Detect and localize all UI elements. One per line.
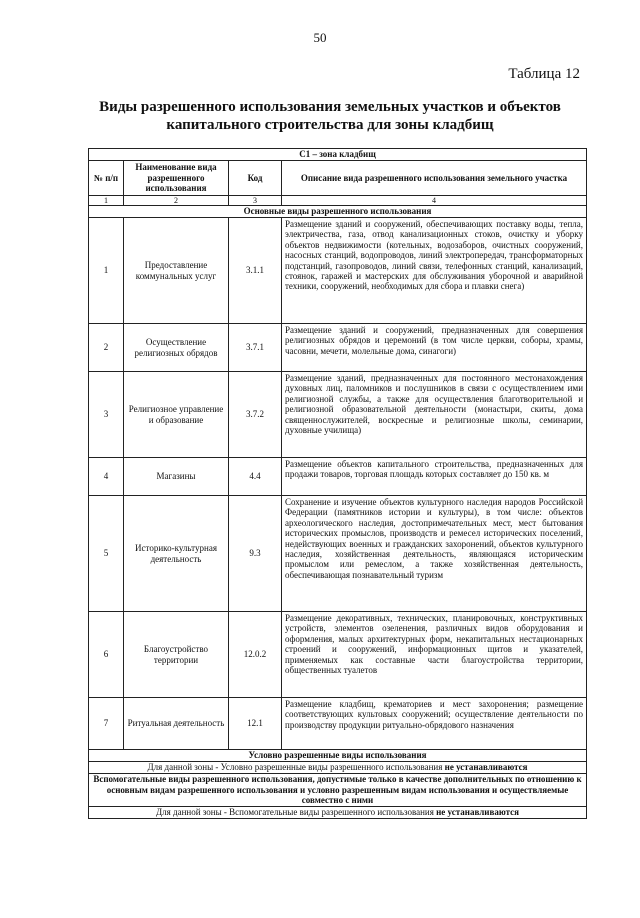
auxiliary-section-header: Вспомогательные виды разрешенного использования, допустимые только в качестве дополнительных по отношению к основным видам разрешенного использования и условно разрешенным видам использования и осуществляемые совместно с ними <box>89 774 587 807</box>
conditional-note-emphasis: не устанавливаются <box>444 762 528 773</box>
row-number: 6 <box>89 612 124 698</box>
row-name: Историко-культурная деятельность <box>124 496 229 612</box>
row-name: Благоустройство территории <box>124 612 229 698</box>
column-number: 3 <box>229 196 282 206</box>
row-number: 7 <box>89 698 124 750</box>
table-row <box>89 612 587 698</box>
zone-header: С1 – зона кладбищ <box>89 149 587 161</box>
table-label: Таблица 12 <box>508 66 580 82</box>
auxiliary-note <box>89 807 587 819</box>
row-description: Размещение кладбищ, крематориев и мест захоронения; размещение соответствующих культовых сооружений; осуществление деятельности по производству продукции ритуально-обрядового назначения <box>282 698 587 750</box>
row-description: Размещение зданий, предназначенных для постоянного местонахождения духовных лиц, паломников и послушников в связи с осуществлением ими религиозной службы, а также для осуществления благотворительной и религиозной образовательной деятельности (монастыри, скиты, дома священнослужителей, воскресные и религиозные школы, семинарии, духовные училища) <box>282 372 587 458</box>
row-description: Размещение зданий и сооружений, предназначенных для совершения религиозных обрядов и церемоний (в том числе церкви, соборы, храмы, часовни, мечети, молельные дома, синагоги) <box>282 324 587 372</box>
column-header-number: № п/п <box>89 161 124 196</box>
row-name: Предоставление коммунальных услуг <box>124 218 229 324</box>
row-code: 4.4 <box>229 458 282 496</box>
land-use-table <box>88 148 587 819</box>
table-row <box>89 698 587 750</box>
column-header-row <box>89 161 587 196</box>
document-title: Виды разрешенного использования земельных участков и объектов капитального строительства для зоны кладбищ <box>99 99 561 133</box>
table-row <box>89 324 587 372</box>
table-row <box>89 372 587 458</box>
row-number: 4 <box>89 458 124 496</box>
auxiliary-note-text: Для данной зоны - Вспомогательные виды разрешенного использования <box>156 807 437 818</box>
row-code: 9.3 <box>229 496 282 612</box>
column-number-row <box>89 196 587 206</box>
row-number: 3 <box>89 372 124 458</box>
conditional-section-header: Условно разрешенные виды использования <box>89 750 587 762</box>
row-description: Размещение декоративных, технических, планировочных, конструктивных устройств, элементов озеленения, различных видов оборудования и оформления, малых архитектурных форм, некапитальных нестационарных строений и сооружений, информационных щитов и указателей, применяемых как составные части благоустройства территории, общественных туалетов <box>282 612 587 698</box>
column-number: 2 <box>124 196 229 206</box>
row-code: 3.7.1 <box>229 324 282 372</box>
row-name: Магазины <box>124 458 229 496</box>
row-code: 12.1 <box>229 698 282 750</box>
row-number: 2 <box>89 324 124 372</box>
row-description: Размещение объектов капитального строительства, предназначенных для продажи товаров, торговая площадь которых составляет до 150 кв. м <box>282 458 587 496</box>
row-code: 3.1.1 <box>229 218 282 324</box>
row-code: 12.0.2 <box>229 612 282 698</box>
column-header-description: Описание вида разрешенного использования земельного участка <box>282 161 587 196</box>
table-row <box>89 218 587 324</box>
row-number: 1 <box>89 218 124 324</box>
column-number: 1 <box>89 196 124 206</box>
column-number: 4 <box>282 196 587 206</box>
row-name: Осуществление религиозных обрядов <box>124 324 229 372</box>
auxiliary-note-emphasis: не устанавливаются <box>436 807 519 818</box>
row-description: Сохранение и изучение объектов культурного наследия народов Российской Федерации (памятников истории и культуры), в том числе: объектов археологического наследия, достопримечательных мест, мест бытования исторических промыслов, производств и ремесел исторических поселений, недействующих военных и гражданских захоронений, объектов культурного наследия, хозяйственная деятельность, являющаяся историческим промыслом или ремеслом, а также хозяйственная деятельность, обеспечивающая познавательный туризм <box>282 496 587 612</box>
row-name: Религиозное управление и образование <box>124 372 229 458</box>
column-header-code: Код <box>229 161 282 196</box>
table-row <box>89 458 587 496</box>
main-section-header: Основные виды разрешенного использования <box>89 206 587 218</box>
conditional-note-text: Для данной зоны - Условно разрешенные виды разрешенного использования <box>147 762 445 773</box>
row-code: 3.7.2 <box>229 372 282 458</box>
column-header-name: Наименование вида разрешенного использования <box>124 161 229 196</box>
row-description: Размещение зданий и сооружений, обеспечивающих поставку воды, тепла, электричества, газа, отвод канализационных стоков, очистку и уборку объектов недвижимости (котельных, водозаборов, очистных сооружений, насосных станций, водопроводов, линий электропередач, трансформаторных подстанций, газопроводов, линий связи, телефонных станций, канализаций, стоянок, гаражей и мастерских для обслуживания уборочной и аварийной техники, сооружений, необходимых для сбора и плавки снега) <box>282 218 587 324</box>
row-name: Ритуальная деятельность <box>124 698 229 750</box>
row-number: 5 <box>89 496 124 612</box>
table-row <box>89 496 587 612</box>
conditional-note <box>89 762 587 774</box>
page-number: 50 <box>313 30 327 45</box>
